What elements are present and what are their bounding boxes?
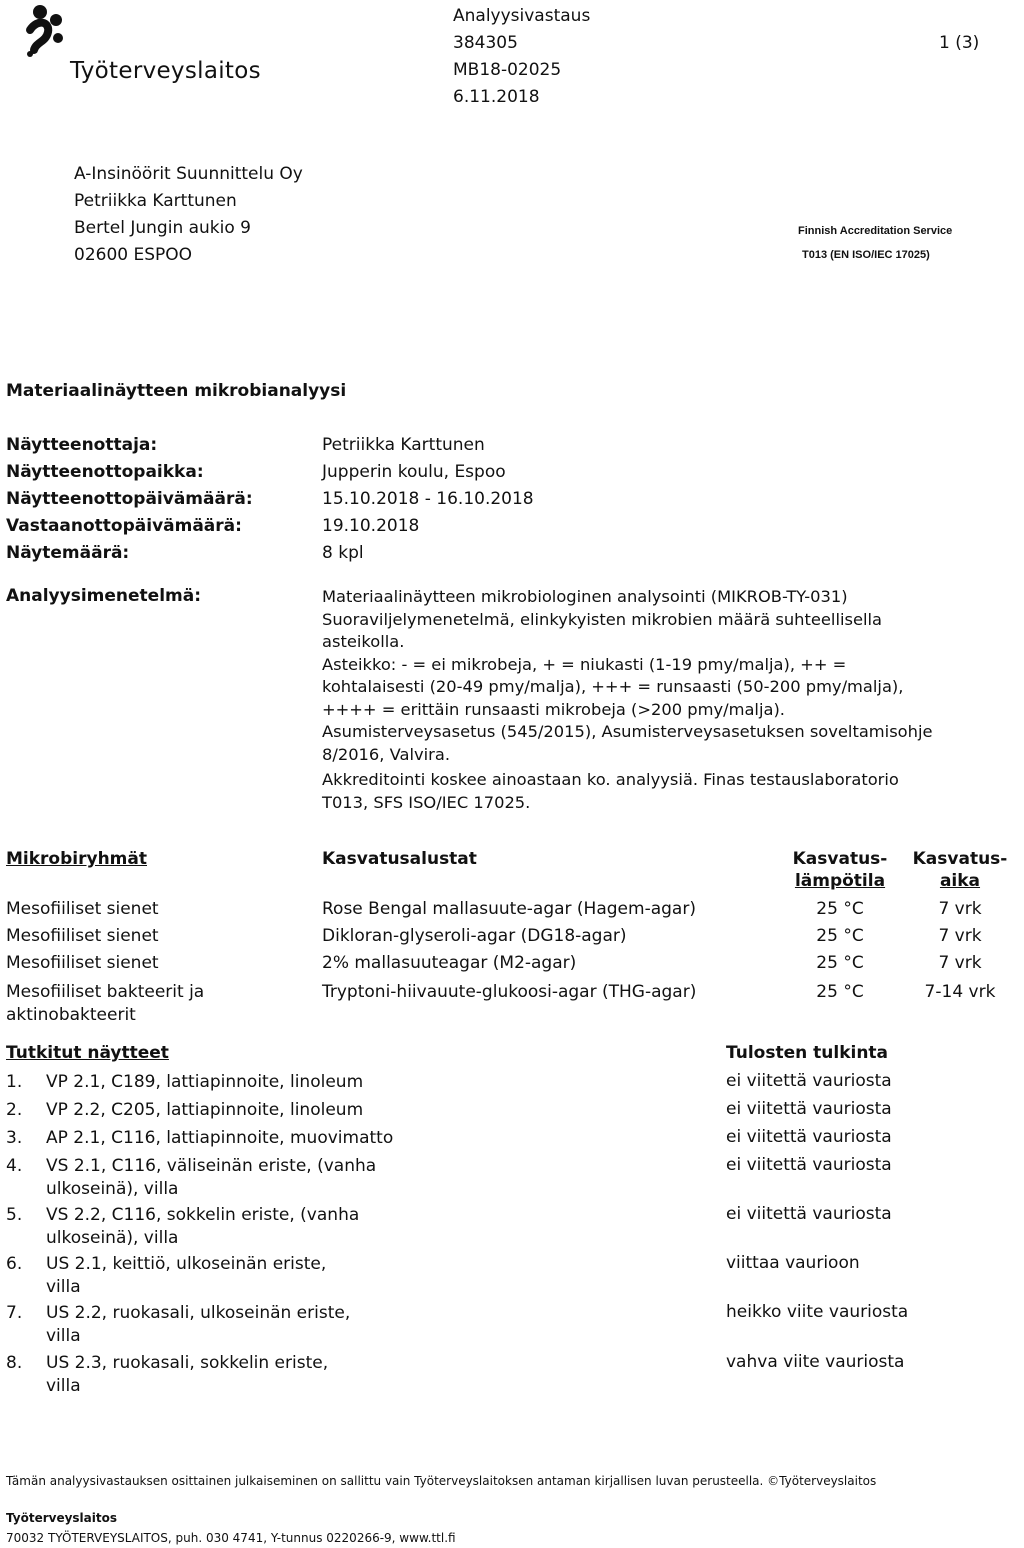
column-header-time-line: Kasvatus- bbox=[912, 849, 1008, 869]
media-name: Rose Bengal mallasuute-agar (Hagem-agar) bbox=[322, 899, 696, 919]
media-name: 2% mallasuuteagar (M2-agar) bbox=[322, 953, 577, 973]
sample-description: VP 2.1, C189, lattiapinnoite, linoleum bbox=[46, 1072, 364, 1092]
info-value: Jupperin koulu, Espoo bbox=[322, 462, 506, 482]
info-label: Näytemäärä: bbox=[6, 543, 130, 563]
recipient-company: A-Insinöörit Suunnittelu Oy bbox=[74, 164, 303, 184]
column-header-time-line: aika bbox=[939, 871, 981, 891]
info-value: 19.10.2018 bbox=[322, 516, 420, 536]
method-line: 8/2016, Valvira. bbox=[322, 744, 451, 764]
sample-result: heikko viite vauriosta bbox=[726, 1302, 909, 1322]
media-group: Mesofiiliset sienet bbox=[6, 899, 159, 919]
media-temperature: 25 °C bbox=[816, 926, 864, 946]
media-time: 7 vrk bbox=[938, 953, 982, 973]
report-title: Materiaalinäytteen mikrobianalyysi bbox=[6, 381, 347, 401]
sample-result: ei viitettä vauriosta bbox=[726, 1099, 892, 1119]
sample-description: US 2.2, ruokasali, ulkoseinän eriste, bbox=[46, 1303, 351, 1323]
organization-name: Työterveyslaitos bbox=[70, 58, 261, 84]
accreditation-service: Finnish Accreditation Service bbox=[798, 225, 953, 237]
column-header-time bbox=[900, 849, 1020, 891]
method-line: Asteikko: - = ei mikrobeja, + = niukasti (1-19 pmy/malja), ++ = bbox=[322, 654, 847, 674]
sample-description: VS 2.1, C116, väliseinän eriste, (vanha bbox=[46, 1156, 377, 1176]
footer-address: 70032 TYÖTERVEYSLAITOS, puh. 030 4741, Y-tunnus 0220266-9, www.ttl.fi bbox=[6, 1531, 456, 1545]
column-header-group: Mikrobiryhmät bbox=[6, 849, 147, 869]
footer-organization: Työterveyslaitos bbox=[6, 1511, 117, 1525]
media-group-continued: aktinobakteerit bbox=[6, 1005, 136, 1025]
sample-result: vahva viite vauriosta bbox=[726, 1352, 905, 1372]
sample-description-continued: villa bbox=[46, 1376, 81, 1396]
info-value: 15.10.2018 - 16.10.2018 bbox=[322, 489, 534, 509]
sample-code: MB18-02025 bbox=[453, 60, 562, 80]
method-line: Materiaalinäytteen mikrobiologinen analysointi (MIKROB-TY-031) bbox=[322, 587, 848, 606]
media-time: 7 vrk bbox=[938, 899, 982, 919]
sample-result: viittaa vaurioon bbox=[726, 1253, 860, 1273]
sample-number: 5. bbox=[6, 1205, 23, 1225]
column-header-temperature bbox=[770, 849, 910, 891]
sample-number: 2. bbox=[6, 1100, 23, 1120]
sample-result: ei viitettä vauriosta bbox=[726, 1127, 892, 1147]
media-group: Mesofiiliset sienet bbox=[6, 926, 159, 946]
info-label: Näytteenottopäivämäärä: bbox=[6, 489, 253, 509]
sample-result: ei viitettä vauriosta bbox=[726, 1155, 892, 1175]
media-name: Dikloran-glyseroli-agar (DG18-agar) bbox=[322, 926, 627, 946]
sample-number: 3. bbox=[6, 1128, 23, 1148]
media-time: 7-14 vrk bbox=[924, 982, 996, 1002]
document-date: 6.11.2018 bbox=[453, 87, 540, 107]
method-description bbox=[322, 586, 933, 814]
info-label: Näytteenottopaikka: bbox=[6, 462, 204, 482]
recipient-street: Bertel Jungin aukio 9 bbox=[74, 218, 251, 238]
publication-notice: Tämän analyysivastauksen osittainen julkaiseminen on sallittu vain Työterveyslaitoksen antaman kirjallisen luvan perusteella. ©Työterveyslaitos bbox=[6, 1474, 877, 1488]
info-value: Petriikka Karttunen bbox=[322, 435, 485, 455]
sample-description-continued: ulkoseinä), villa bbox=[46, 1179, 179, 1199]
sample-description: US 2.1, keittiö, ulkoseinän eriste, bbox=[46, 1254, 327, 1274]
sample-description-continued: ulkoseinä), villa bbox=[46, 1228, 179, 1248]
sample-number: 4. bbox=[6, 1156, 23, 1176]
column-header-temperature-line: lämpötila bbox=[794, 871, 886, 891]
accreditation-standard: T013 (EN ISO/IEC 17025) bbox=[802, 249, 930, 261]
sample-number: 1. bbox=[6, 1072, 23, 1092]
method-accreditation-line: Akkreditointi koskee ainoastaan ko. analyysiä. Finas testauslaboratorio bbox=[322, 770, 899, 789]
page-number: 1 (3) bbox=[939, 33, 980, 53]
document-type: Analyysivastaus bbox=[453, 6, 591, 26]
organization-logo-icon bbox=[22, 2, 72, 62]
sample-description: AP 2.1, C116, lattiapinnoite, muovimatto bbox=[46, 1128, 394, 1148]
sample-description: VP 2.2, C205, lattiapinnoite, linoleum bbox=[46, 1100, 364, 1120]
sample-result: ei viitettä vauriosta bbox=[726, 1071, 892, 1091]
media-temperature: 25 °C bbox=[816, 982, 864, 1002]
method-line: ++++ = erittäin runsaasti mikrobeja (>200 pmy/malja). bbox=[322, 699, 785, 719]
media-time: 7 vrk bbox=[938, 926, 982, 946]
info-label: Näytteenottaja: bbox=[6, 435, 158, 455]
info-value: 8 kpl bbox=[322, 543, 364, 563]
samples-header: Tutkitut näytteet bbox=[6, 1043, 169, 1063]
results-header: Tulosten tulkinta bbox=[726, 1043, 889, 1063]
sample-number: 8. bbox=[6, 1353, 23, 1373]
sample-description: US 2.3, ruokasali, sokkelin eriste, bbox=[46, 1353, 329, 1373]
media-name: Tryptoni-hiivauute-glukoosi-agar (THG-agar) bbox=[322, 982, 697, 1002]
method-accreditation-line: T013, SFS ISO/IEC 17025. bbox=[322, 792, 531, 812]
sample-result: ei viitettä vauriosta bbox=[726, 1204, 892, 1224]
method-line: Suoraviljelymenetelmä, elinkykyisten mikrobien määrä suhteellisella bbox=[322, 609, 883, 629]
recipient-city: 02600 ESPOO bbox=[74, 245, 193, 265]
document-number: 384305 bbox=[453, 33, 518, 53]
recipient-person: Petriikka Karttunen bbox=[74, 191, 237, 211]
column-header-temperature-line: Kasvatus- bbox=[792, 849, 888, 869]
media-temperature: 25 °C bbox=[816, 953, 864, 973]
column-header-medium: Kasvatusalustat bbox=[322, 849, 477, 869]
sample-description-continued: villa bbox=[46, 1326, 81, 1346]
sample-number: 6. bbox=[6, 1254, 23, 1274]
method-line: asteikolla. bbox=[322, 632, 405, 651]
media-temperature: 25 °C bbox=[816, 899, 864, 919]
media-group: Mesofiiliset bakteerit ja bbox=[6, 982, 205, 1002]
media-group: Mesofiiliset sienet bbox=[6, 953, 159, 973]
sample-description: VS 2.2, C116, sokkelin eriste, (vanha bbox=[46, 1205, 360, 1225]
method-line: Asumisterveysasetus (545/2015), Asumisterveysasetuksen soveltamisohje bbox=[322, 722, 933, 741]
info-label: Vastaanottopäivämäärä: bbox=[6, 516, 242, 536]
sample-description-continued: villa bbox=[46, 1277, 81, 1297]
method-line: kohtalaisesti (20-49 pmy/malja), +++ = runsaasti (50-200 pmy/malja), bbox=[322, 677, 904, 696]
method-label: Analyysimenetelmä: bbox=[6, 586, 202, 606]
sample-number: 7. bbox=[6, 1303, 23, 1323]
